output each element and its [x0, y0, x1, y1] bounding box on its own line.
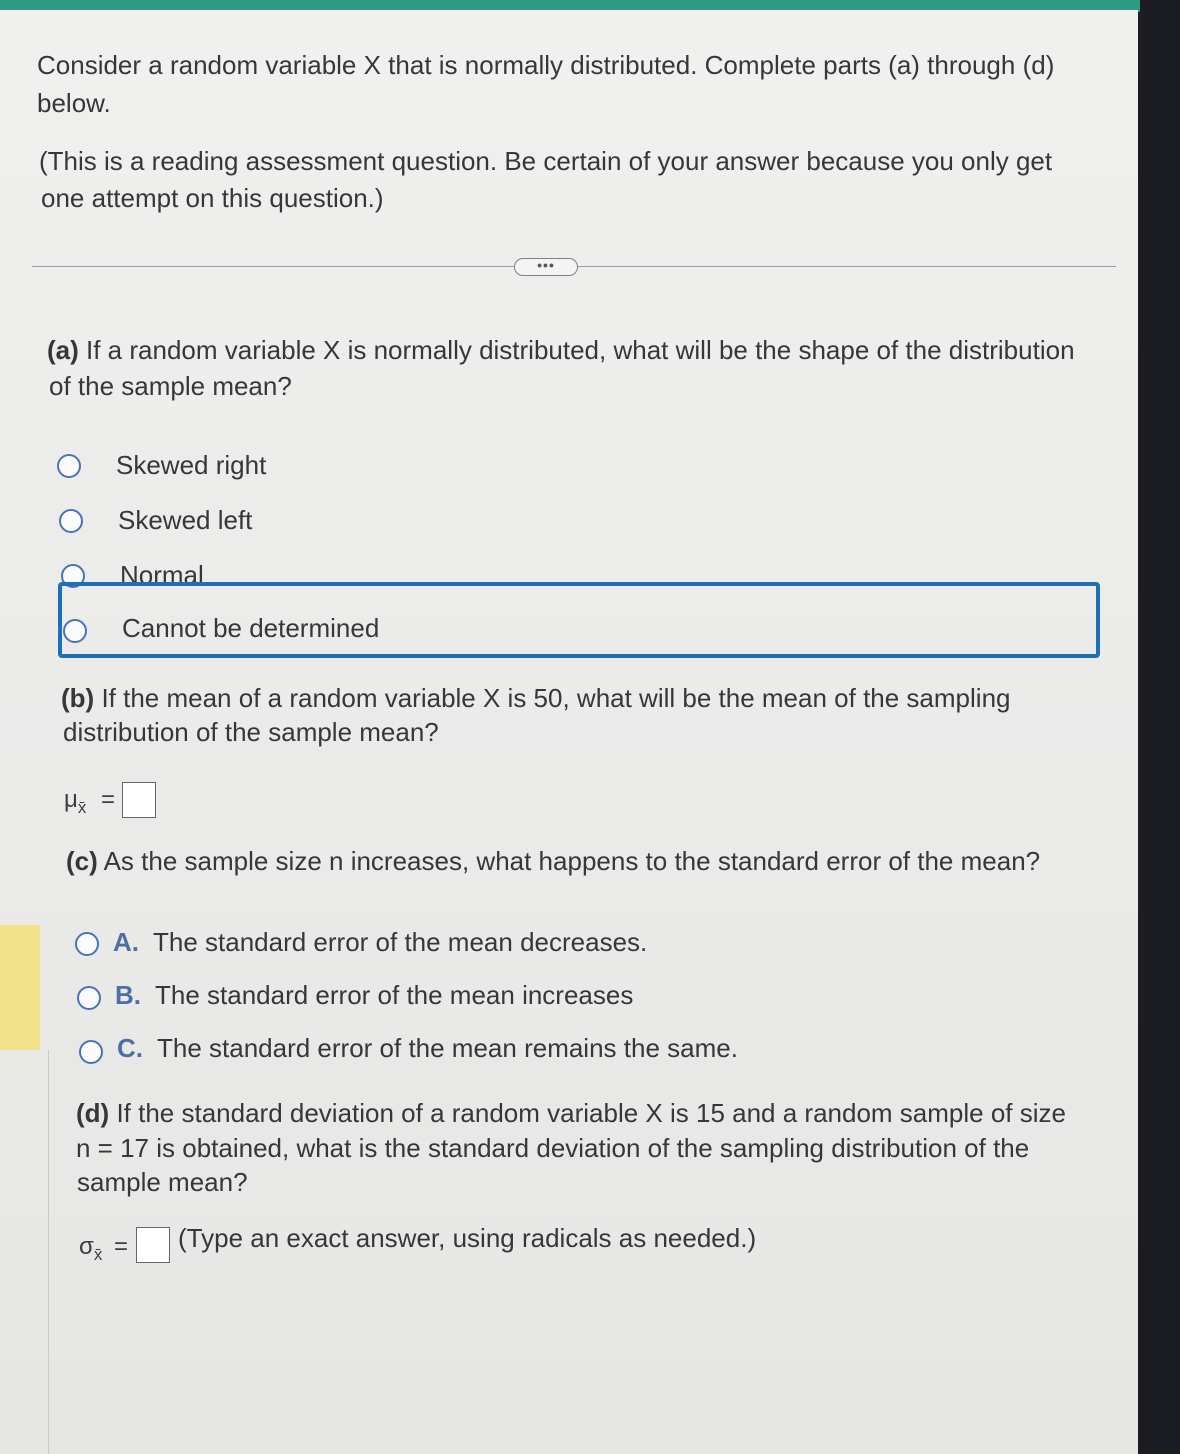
part-c-question	[66, 843, 1040, 879]
option-b[interactable]	[115, 977, 633, 1013]
radio-skewed-left[interactable]	[59, 509, 83, 533]
part-d-question-line3: sample mean?	[77, 1167, 248, 1197]
part-d-question-text: If the standard deviation of a random variable X is 15 and a random sample of size	[116, 1098, 1066, 1128]
assessment-note-line1: (This is a reading assessment question. Be certain of your answer because you only get	[39, 146, 1053, 176]
intro-text-line1: Consider a random variable X that is normally distributed. Complete parts (a) through (d)	[37, 50, 1055, 80]
intro-text-line2: below.	[37, 88, 111, 118]
part-c-label: (c)	[66, 846, 98, 876]
radio-option-c[interactable]	[79, 1040, 103, 1064]
part-b-label: (b)	[61, 683, 95, 713]
yellow-margin-highlight	[0, 925, 40, 1050]
part-b-equals: =	[101, 786, 116, 813]
part-a-question-line2: of the sample mean?	[49, 371, 292, 401]
part-c-question-text: As the sample size n increases, what happens to the standard error of the mean?	[103, 846, 1041, 876]
option-a-letter: A.	[113, 927, 139, 957]
radio-option-b[interactable]	[77, 986, 101, 1010]
mean-answer-input[interactable]	[122, 782, 156, 818]
mu-xbar-symbol: $\mu_{x̄}$	[64, 786, 87, 817]
option-skewed-right-label[interactable]: Skewed right	[116, 450, 267, 480]
part-d-question-line2: n = 17 is obtained, what is the standard deviation of the sampling distribution of the	[76, 1133, 1030, 1163]
option-b-letter: B.	[115, 980, 141, 1010]
part-b-question-text: If the mean of a random variable X is 50, what will be the mean of the sampling	[101, 683, 1011, 713]
assessment-note-line2: one attempt on this question.)	[41, 183, 384, 213]
more-options-button[interactable]: •••	[514, 258, 578, 276]
part-b-question-line1	[61, 680, 1011, 716]
option-b-text: The standard error of the mean increases	[154, 980, 634, 1010]
option-a-text: The standard error of the mean decreases.	[152, 927, 648, 957]
option-normal-label[interactable]: Normal	[120, 560, 204, 590]
radio-option-a[interactable]	[75, 932, 99, 956]
option-c-letter: C.	[117, 1033, 143, 1063]
option-cannot-be-determined-label[interactable]: Cannot be determined	[122, 613, 380, 643]
radio-cannot-be-determined[interactable]	[63, 619, 87, 643]
part-d-question-line1	[76, 1095, 1066, 1131]
option-a[interactable]	[113, 924, 647, 960]
part-d-label: (d)	[76, 1098, 110, 1128]
std-dev-answer-input[interactable]	[136, 1227, 170, 1263]
option-skewed-left-label[interactable]: Skewed left	[118, 505, 253, 535]
part-a-question-line1	[47, 332, 1075, 368]
part-d-equals: =	[114, 1233, 129, 1260]
radio-skewed-right[interactable]	[57, 454, 81, 478]
sigma-xbar-symbol: $\sigma_{x̄}$	[79, 1233, 103, 1264]
option-c[interactable]	[117, 1030, 738, 1066]
option-c-text: The standard error of the mean remains the same.	[156, 1033, 738, 1063]
left-divider	[48, 1050, 49, 1454]
part-a-label: (a)	[47, 335, 79, 365]
part-a-question-text: If a random variable X is normally distributed, what will be the shape of the distribution	[86, 335, 1075, 365]
answer-format-hint: (Type an exact answer, using radicals as needed.)	[178, 1223, 757, 1253]
part-b-question-line2: distribution of the sample mean?	[63, 717, 439, 747]
